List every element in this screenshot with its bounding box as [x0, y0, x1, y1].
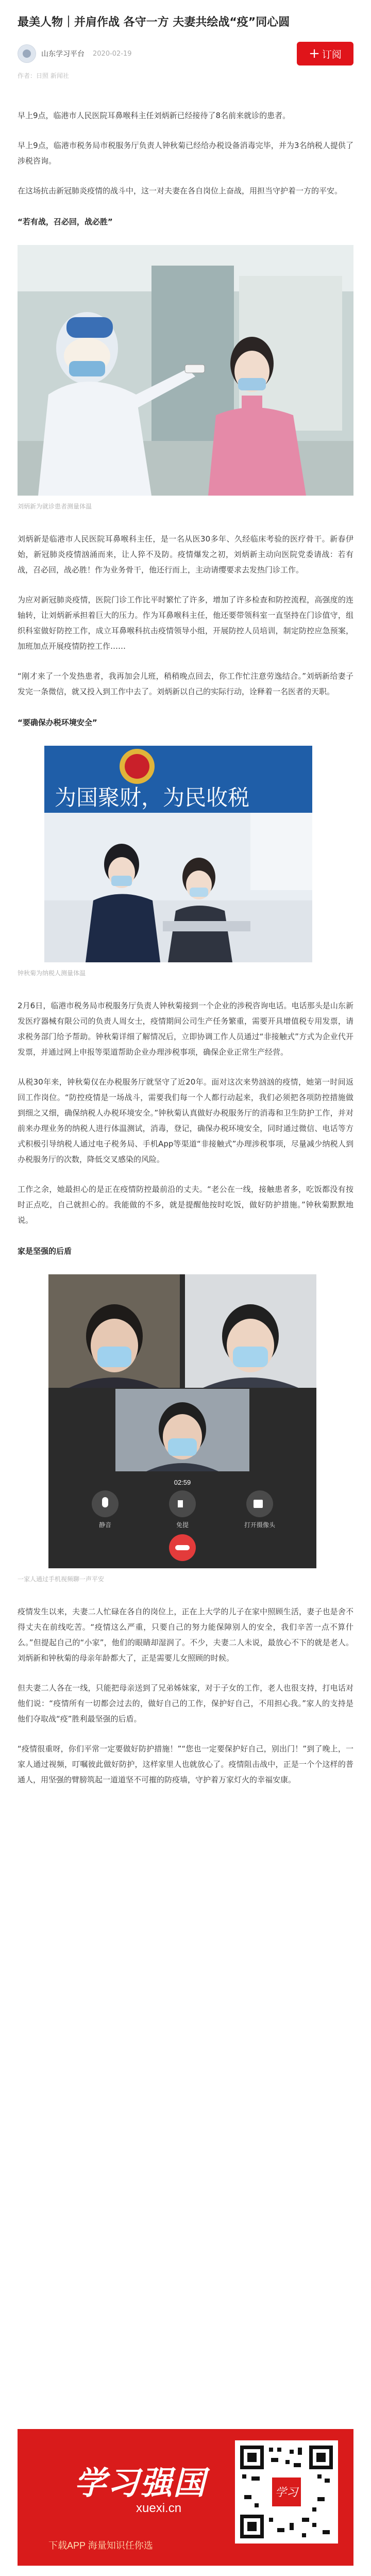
paragraph: 2月6日，临港市税务局市税服务厅负责人钟秋菊接到一个企业的涉税咨询电话。电话那头是山东新发医疗器械有限公司的负责人周女士，疫情期间公司生产任务繁重，需要开具增值税专用发票，请求税务部门给予帮助。钟秋菊详细了解情况后，立即协调工作人员通过“非接触式”方式为企业代开发票，并通过网上申报等渠道帮助企业办理涉税事项，确保企业正常生产经营。 [18, 1001, 353, 1057]
paragraph: “疫情很重呀，你们平常一定要做好防护措施！”“您也一定要保护好自己，别出门！”到了晚上，一家人通过视频，叮嘱彼此做好防护，这样家里人也就放心了。疫情阻击战中，正是一个个这样的普通人，用坚强的臂膀筑起一道道坚不可摧的防疫墙，守护着万家灯火的幸福安康。 [18, 1744, 353, 1784]
image-caption: 一家人通过手机视频聊一声平安 [18, 1576, 105, 1583]
tax-office-photo [44, 746, 312, 962]
section-heading: 家是坚强的后盾 [18, 1246, 72, 1256]
paragraph: 工作之余，她最担心的是正在疫情防控最前沿的丈夫。“老公在一线，接触患者多，吃饭都没有按时正点吃，自己就担心的。我能做的不多，就是提醒他按时吃饭，做好防护措施。”钟秋菊默默地说。 [18, 1185, 353, 1225]
paragraph: 在这场抗击新冠肺炎疫情的战斗中，这一对夫妻在各自岗位上奋战，用担当守护着一方的平安。 [18, 186, 343, 195]
publish-date: 2020-02-19 [93, 50, 132, 58]
article-title: 最美人物｜并肩作战 各守一方 夫妻共绘战“疫”同心圆 [18, 16, 290, 29]
plus-icon: + [309, 46, 320, 61]
author-avatar[interactable] [18, 44, 36, 63]
paragraph: 早上9点，临港市人民医院耳鼻喉科主任刘炳新已经接待了8名前来就诊的患者。 [18, 111, 291, 120]
paragraph: 早上9点，临港市税务局市税服务厅负责人钟秋菊已经给办税设备消毒完毕，并为3名纳税人提供了涉税咨询。 [18, 141, 353, 166]
banner-download-text: 下载APP 海量知识任你选 [48, 2540, 153, 2551]
handsfree-label: 免提 [176, 1521, 189, 1529]
avatar-icon [23, 50, 31, 58]
paragraph: 疫情发生以来，夫妻二人忙碌在各自的岗位上，正在上大学的儿子在家中照顾生活，妻子也是舍不得丈夫在前线吃苦。“疫情这么严重，只要自己的努力能保障别人的安全，我们辛苦一点不算什么。”但提起自己的“小家”，他们的眼睛却湿润了。不少，夫妻二人未说，最放心不下的就是老人。刘炳新和钟秋菊的母亲年龄都大了，正是需要儿女照顾的时候。 [18, 1607, 353, 1663]
open-camera-label: 打开摄像头 [244, 1521, 276, 1529]
banner-url: xuexi.cn [136, 2501, 182, 2515]
video-call-photo [48, 1274, 316, 1568]
banner-logo: 学习强国 [74, 2464, 207, 2502]
tax-office-photo-image [44, 746, 312, 962]
follow-button-label: 订阅 [322, 48, 342, 60]
doctor-photo [18, 245, 353, 496]
follow-button[interactable] [297, 42, 353, 65]
section-heading: “要确保办税环境安全” [18, 718, 97, 727]
qr-code[interactable] [235, 2440, 338, 2544]
article-meta [18, 42, 353, 65]
camera-icon[interactable] [254, 1500, 263, 1508]
hangup-icon [175, 1545, 190, 1550]
mute-label: 静音 [98, 1521, 112, 1529]
section-heading: “若有战，召必回，战必胜” [18, 217, 113, 226]
paragraph: 为应对新冠肺炎疫情，医院门诊工作比平时繁忙了许多，增加了许多检查和防控流程，高强度的连轴转，让刘炳新承担着巨大的压力。作为耳鼻喉科主任，他还要带领科室一直坚持在门诊值守，组织科室做好防控工作，成立耳鼻喉科抗击疫情领导小组，开展防控人员培训，制定防控应急预案，加班加点开展疫情防控工作…… [18, 595, 353, 651]
video-call-image [48, 1274, 316, 1568]
xuexi-banner[interactable] [18, 2429, 353, 2566]
paragraph: 刘炳新是临港市人民医院耳鼻喉科主任，是一名从医30多年、久经临床考验的医疗骨干。新春伊始，新冠肺炎疫情汹涌而来，让人猝不及防。疫情爆发之初，刘炳新主动向医院党委请战：若有战，召必回，战必胜！作为业务骨干，他还行而上，主动请缨要求去发热门诊工作。 [18, 534, 353, 575]
article-source: 作者：日照 新闻社 [18, 72, 69, 79]
author-name[interactable]: 山东学习平台 [41, 50, 85, 58]
image-caption: 钟秋菊为纳税人测量体温 [18, 970, 86, 977]
speaker-icon[interactable] [178, 1500, 183, 1507]
image-caption: 刘炳新为就诊患者测量体温 [18, 503, 92, 510]
wall-sign-text: 为国聚财，为民收税 [55, 785, 250, 810]
paragraph: 从税30年来，钟秋菊仅在办税服务厅就坚守了近20年。面对这次来势汹汹的疫情，她第一时间返回工作岗位。“防控疫情是一场战斗，需要我们每一个人都行动起来，我们必须把各项防控措施做到细之又细，确保纳税人办税环境安全。”钟秋菊认真做好办税服务厅的消毒和卫生防护工作，并对前来办理业务的纳税人进行体温测试，消毒，登记，确保办税环境安全，同时通过微信、电话等方式积极引导纳税人通过电子税务局、手机App等渠道“非接触式”办理涉税事项，尽量减少纳税人到办税服务厅的次数，降低交叉感染的风险。 [18, 1077, 353, 1164]
paragraph: 但夫妻二人各在一线，只能把母亲送到了兄弟姊妹家，对于子女的工作，老人也很支持，打电话对他们说：“疫情所有一切都会过去的，做好自己的工作，保护好自己，不用担心我。”家人的支持是他们夺取战“疫”胜利最坚强的后盾。 [18, 1683, 353, 1724]
doctor-photo-image [18, 245, 353, 496]
qr-code-image [240, 2446, 333, 2538]
call-timer: 02:59 [174, 1479, 191, 1486]
microphone-icon[interactable] [102, 1497, 108, 1507]
qr-center-logo: 学习 [275, 2486, 298, 2499]
paragraph: “刚才来了一个发热患者，我再加会儿班，稍稍晚点回去，你工作忙注意劳逸结合。”刘炳新给妻子发完一条微信，就又投入到工作中去了。刘炳新以自己的实际行动，诠释着一名医者的天职。 [18, 671, 353, 696]
